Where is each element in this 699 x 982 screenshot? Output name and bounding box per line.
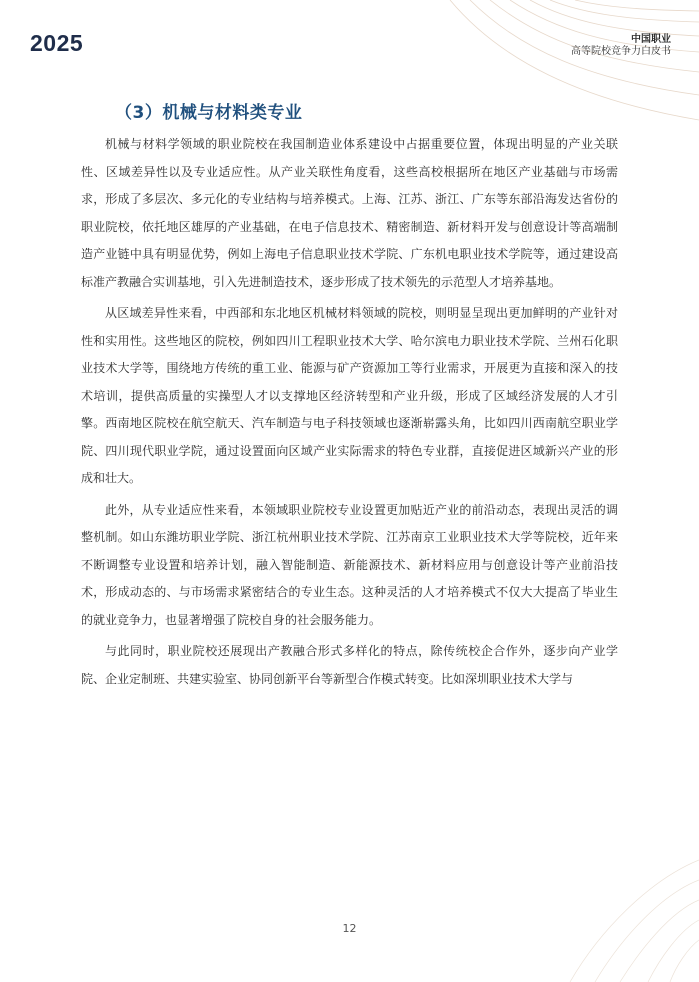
header-publication-title <box>571 34 671 58</box>
page-number: 12 <box>342 922 357 935</box>
paragraph: 此外，从专业适应性来看，本领域职业院校专业设置更加贴近产业的前沿动态，表现出灵活的调整机制。如山东潍坊职业学院、浙江杭州职业技术学院、江苏南京工业职业技术大学等院校，近年来不断调整专业设置和培养计划，融入智能制造、新能源技术、新材料应用与创意设计等产业前沿技术，形成动态的、与市场需求紧密结合的专业生态。这种灵活的人才培养模式不仅大大提高了毕业生的就业竞争力，也显著增强了院校自身的社会服务能力。 <box>81 502 618 627</box>
header-title-line-1: 中国职业 <box>631 34 671 45</box>
section-title: （3）机械与材料类专业 <box>115 103 303 123</box>
paragraph: 与此同时，职业院校还展现出产教融合形式多样化的特点，除传统校企合作外，逐步向产业学院、企业定制班、共建实验室、协同创新平台等新型合作模式转变。比如深圳职业技术大学与 <box>81 644 618 686</box>
header-title-line-2: 高等院校竞争力白皮书 <box>571 46 671 57</box>
body-text <box>81 131 618 697</box>
paragraph: 机械与材料学领域的职业院校在我国制造业体系建设中占据重要位置，体现出明显的产业关联性、区域差异性以及专业适应性。从产业关联性角度看，这些高校根据所在地区产业基础与市场需求，形成了多层次、多元化的专业结构与培养模式。上海、江苏、浙江、广东等东部沿海发达省份的职业院校，依托地区雄厚的产业基础，在电子信息技术、精密制造、新材料开发与创意设计等高端制造产业链中具有明显优势，例如上海电子信息职业技术学院、广东机电职业技术学院等，通过建设高标准产教融合实训基地，引入先进制造技术，逐步形成了技术领先的示范型人才培养基地。 <box>81 137 618 289</box>
paragraph: 从区域差异性来看，中西部和东北地区机械材料领域的院校，则明显呈现出更加鲜明的产业针对性和实用性。这些地区的院校，例如四川工程职业技术大学、哈尔滨电力职业技术学院、兰州石化职业技术大学等，围绕地方传统的重工业、能源与矿产资源加工等行业需求，开展更为直接和深入的技术培训，提供高质量的实操型人才以支撑地区经济转型和产业升级，形成了区域经济发展的人才引擎。西南地区院校在航空航天、汽车制造与电子科技领域也逐渐崭露头角，比如四川西南航空职业学院、四川现代职业学院，通过设置面向区域产业实际需求的特色专业群，直接促进区域新兴产业的形成和壮大。 <box>81 306 618 485</box>
header-year: 2025 <box>30 30 84 56</box>
